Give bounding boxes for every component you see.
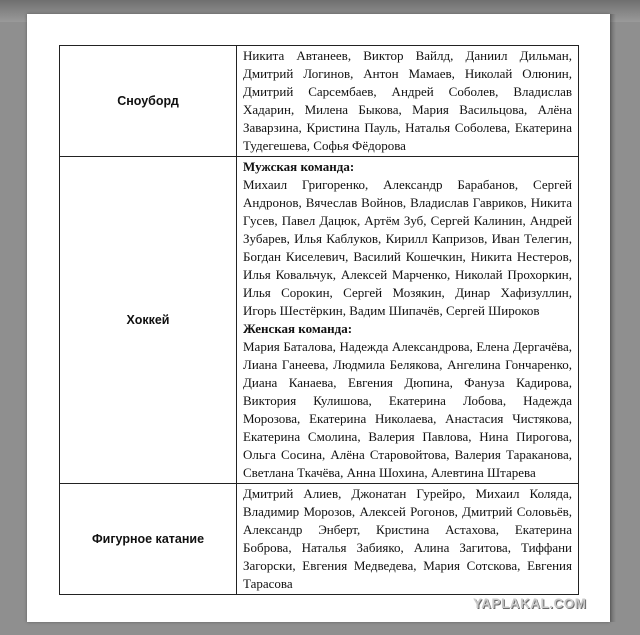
team-title-women: Женская команда: [243,321,353,336]
team-names-women: Мария Баталова, Надежда Александрова, Елена Дергачёва, Лиана Ганеева, Людмила Белякова, Ангелина Гончаренко, Диана Канаева, Евгения Дюпина, Фануза Кадирова, Виктория Кулишова, Екатерина Лобова, Надежда Морозова, Екатерина Николаева, Анастасия Чистякова, Екатерина Смолина, Валерия Павлова, Нина Пирогова, Ольга Сосина, Алёна Старовойтова, Валерия Тараканова, Светлана Ткачёва, Анна Шохина, Алевтина Штарева [243,339,572,480]
names-cell: Никита Автанеев, Виктор Вайлд, Даниил Дильман, Дмитрий Логинов, Антон Мамаев, Николай Олюнин, Дмитрий Сарсембаев, Андрей Соболев, Владислав Хадарин, Милена Быкова, Мария Васильцова, Алёна Заварзина, Кристина Пауль, Наталья Соболева, Екатерина Тудегешева, Софья Фёдорова [237,46,579,157]
table-row-figure-skating [60,484,579,595]
page-shadow [610,14,616,622]
watermark: YAPLAKAL.COM [473,596,587,611]
team-names-men: Михаил Григоренко, Александр Барабанов, Сергей Андронов, Вячеслав Войнов, Владислав Гавриков, Никита Гусев, Павел Дацюк, Артём Зуб, Сергей Калинин, Андрей Зубарев, Илья Каблуков, Кирилл Капризов, Иван Телегин, Богдан Киселевич, Василий Кошечкин, Никита Нестеров, Илья Ковальчук, Алексей Марченко, Николай Прохоркин, Илья Сорокин, Сергей Мозякин, Динар Хафизуллин, Игорь Шестёркин, Вадим Шипачёв, Сергей Широков [243,177,572,318]
names-cell [237,157,579,484]
sport-cell: Хоккей [60,157,237,484]
table-row-snowboard [60,46,579,157]
sport-cell: Фигурное катание [60,484,237,595]
sport-cell: Сноуборд [60,46,237,157]
athletes-table [59,45,579,595]
team-title-men: Мужская команда: [243,159,355,174]
document-page [27,14,610,622]
table-row-hockey [60,157,579,484]
names-cell: Дмитрий Алиев, Джонатан Гурейро, Михаил Коляда, Владимир Морозов, Алексей Рогонов, Дмитрий Соловьёв, Александр Энберт, Кристина Астахова, Екатерина Боброва, Наталья Забияко, Алина Загитова, Тиффани Загорски, Евгения Медведева, Мария Сотскова, Евгения Тарасова [237,484,579,595]
